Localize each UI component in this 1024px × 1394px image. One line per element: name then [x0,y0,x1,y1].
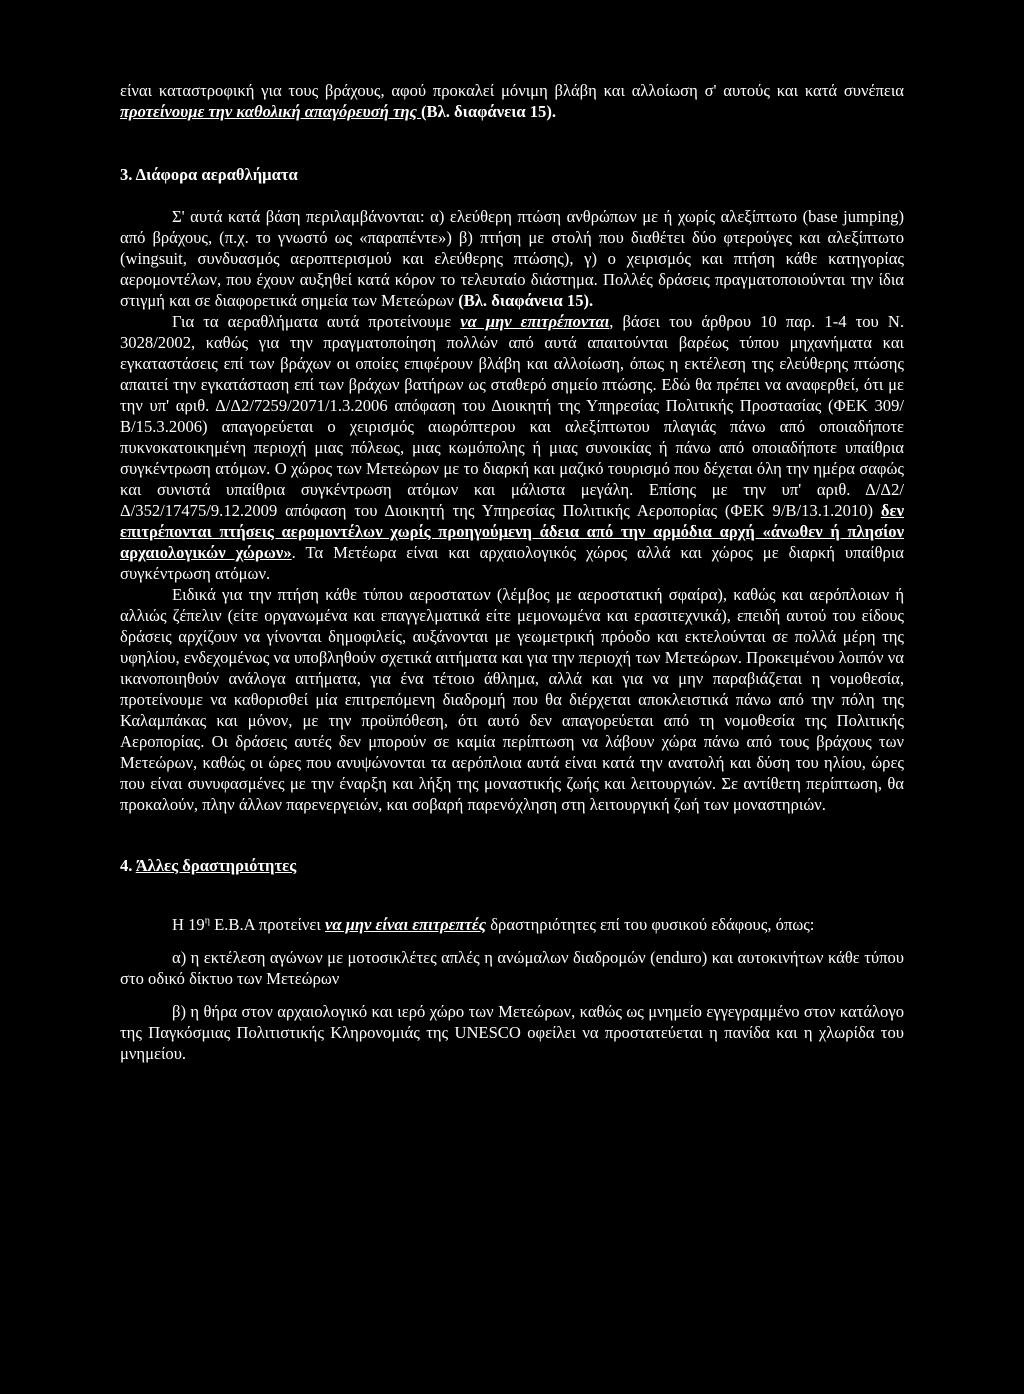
document-body [120,80,904,1064]
paragraph-intro: είναι καταστροφική για τους βράχους, αφού προκαλεί μόνιμη βλάβη και αλλοίωση σ' αυτούς και κατά συνέπεια προτείνουμε την καθολική απαγόρευσή της (Βλ. διαφάνεια 15). [120,81,904,121]
paragraph-air-sports-proposal: Για τα αεραθλήματα αυτά προτείνουμε να μην επιτρέπονται, βάσει του άρθρου 10 παρ. 1-4 του Ν. 3028/2002, καθώς για την πραγματοποίηση πολλών από αυτά απαιτούνται βαρέως τύπου μηχανήματα και εγκαταστάσεις επί των βράχων οι οποίες επιφέρουν βλάβη και αλλοίωση, όπως η εκτέλεση της ελεύθερης πτώσης απαιτεί την εγκατάσταση επί των βράχων βατήρων ως σταθερό σημείο πτώσης. Εδώ θα πρέπει να αναφερθεί, ότι με την υπ' αριθ. Δ/Δ2/7259/2071/1.3.2006 απόφαση του Διοικητή της Υπηρεσίας Πολιτικής Προστασίας (ΦΕΚ 309/Β/15.3.2006) απαγορεύεται ο χειρισμός αιωρόπτερου και αλεξίπτωτου πλαγιάς πάνω από οποιαδήποτε πυκνοκατοικημένη περιοχή μιας πόλεως, μιας κωμόπολης ή μιας συνοικίας ή πάνω από οποιαδήποτε υπαίθρια συγκέντρωση ατόμων. Ο χώρος των Μετεώρων με το διαρκή και μαζικό τουρισμό που δέχεται όλη την ημέρα σαφώς και συνιστά υπαίθρια συγκέντρωση ατόμων και μάλιστα μεγάλη. Επίσης με την υπ' αριθ. Δ/Δ2/Δ/352/17475/9.12.2009 απόφαση του Διοικητή της Υπηρεσίας Πολιτικής Αεροπορίας (ΦΕΚ 9/Β/13.1.2010) δεν επιτρέπονται πτήσεις αερομοντέλων χωρίς προηγούμενη άδεια από την αρμόδια αρχή «άνωθεν ή πλησίον αρχαιολογικών χώρων». Τα Μετέωρα είναι και αρχαιολογικός χώρος αλλά και χώρος με διαρκή υπαίθρια συγκέντρωση ατόμων. [120,312,904,583]
section-heading-4: 4. Άλλες δραστηριότητες [120,856,297,875]
section-heading-3: 3. Διάφορα αεραθλήματα [120,165,298,184]
paragraph-air-sports: Σ' αυτά κατά βάση περιλαμβάνονται: α) ελεύθερη πτώση ανθρώπων με ή χωρίς αλεξίπτωτο (base jumping) από βράχους, (π.χ. το γνωστό ως «παραπέντε») β) πτήση με στολή που διαθέτει δύο φτερούγες και αλεξίπτωτο (wingsuit, συνδυασμός αεροπτερισμού και ελεύθερης πτώσης), γ) ο χειρισμός και πτήση κάθε κατηγορίας αερομοντέλων, που έχουν αυξηθεί κατά κόρον το τελευταίο διάστημα. Πολλές δράσεις πραγματοποιούνται την ίδια στιγμή και σε διαφορετικά σημεία των Μετεώρων (Βλ. διαφάνεια 15). [120,207,904,310]
list-item-a: α) η εκτέλεση αγώνων με μοτοσικλέτες απλές η ανώμαλων διαδρομών (enduro) και αυτοκινήτων κάθε τύπου στο οδικό δίκτυο των Μετεώρων [120,948,904,988]
not-permitted-text: να μην επιτρέπονται [460,312,610,331]
proposal-ban-text: προτείνουμε την καθολική απαγόρευσή της [120,102,422,121]
list-item-b: β) η θήρα στον αρχαιολογικό και ιερό χώρο των Μετεώρων, καθώς ως μνημείο εγγεγραμμένο στον κατάλογο της Παγκόσμιας Πολιτιστικής Κληρονομιάς της UNESCO οφείλει να προστατεύεται η πανίδα και η χλωρίδα του μνημείου. [120,1002,904,1063]
not-allowed-text: να μην είναι επιτρεπτές [324,915,487,934]
paragraph-other-activities: Η $19^\eta$ Ε.Β.Α προτείνει να μην είναι επιτρεπτές δραστηριότητες επί του φυσικού εδάφους, όπως: [172,915,815,934]
paragraph-balloons: Ειδικά για την πτήση κάθε τύπου αεροστατων (λέμβος με αεροστατική σφαίρα), καθώς και αερόπλοιων ή αλλιώς ζέπελιν (είτε οργανωμένα και επαγγελματικά είτε μεμονωμένα και ερασιτεχνικά), επειδή αυτού του είδους δράσεις αρχίζουν να γίνονται δημοφιλείς, αυξάνονται με γεωμετρική πρόοδο και εκτελούνται σε πολλά μέρη της υφηλίου, ενδεχομένως να υποβληθούν σχετικά αιτήματα και για την περιοχή των Μετεώρων. Προκειμένου λοιπόν να ικανοποιηθούν ανάλογα αιτήματα, για ένα τέτοιο άθλημα, αλλά και για να μην παραβιάζεται η νομοθεσία, προτείνουμε να καθορισθεί μία επιτρεπόμενη διαδρομή που θα διέρχεται αποκλειστικά πάνω από την πόλη της Καλαμπάκας και μόνον, με την προϋπόθεση, ότι αυτό δεν απαγορεύεται από τη νομοθεσία της Πολιτικής Αεροπορίας. Οι δράσεις αυτές δεν μπορούν σε καμία περίπτωση να λάβουν χώρα πάνω από τους βράχους των Μετεώρων, καθώς οι ώρες που ανυψώνονται τα αερόπλοια αυτά είναι κατά την ανατολή και δύση του ηλίου, ώρες που είναι συνυφασμένες με την έναρξη και λήξη της μοναστικής ζωής και λειτουργιών. Σε αντίθετη περίπτωση, θα προκαλούν, πλην άλλων παρενεργειών, και σοβαρή παρενόχληση στη λειτουργική ζωή των μοναστηριών. [120,585,904,814]
aeromodel-restriction-text: δεν επιτρέπονται πτήσεις αερομοντέλων χωρίς προηγούμενη άδεια από την αρμόδια αρχή «άνωθεν ή πλησίον αρχαιολογικών χώρων» [120,501,904,562]
